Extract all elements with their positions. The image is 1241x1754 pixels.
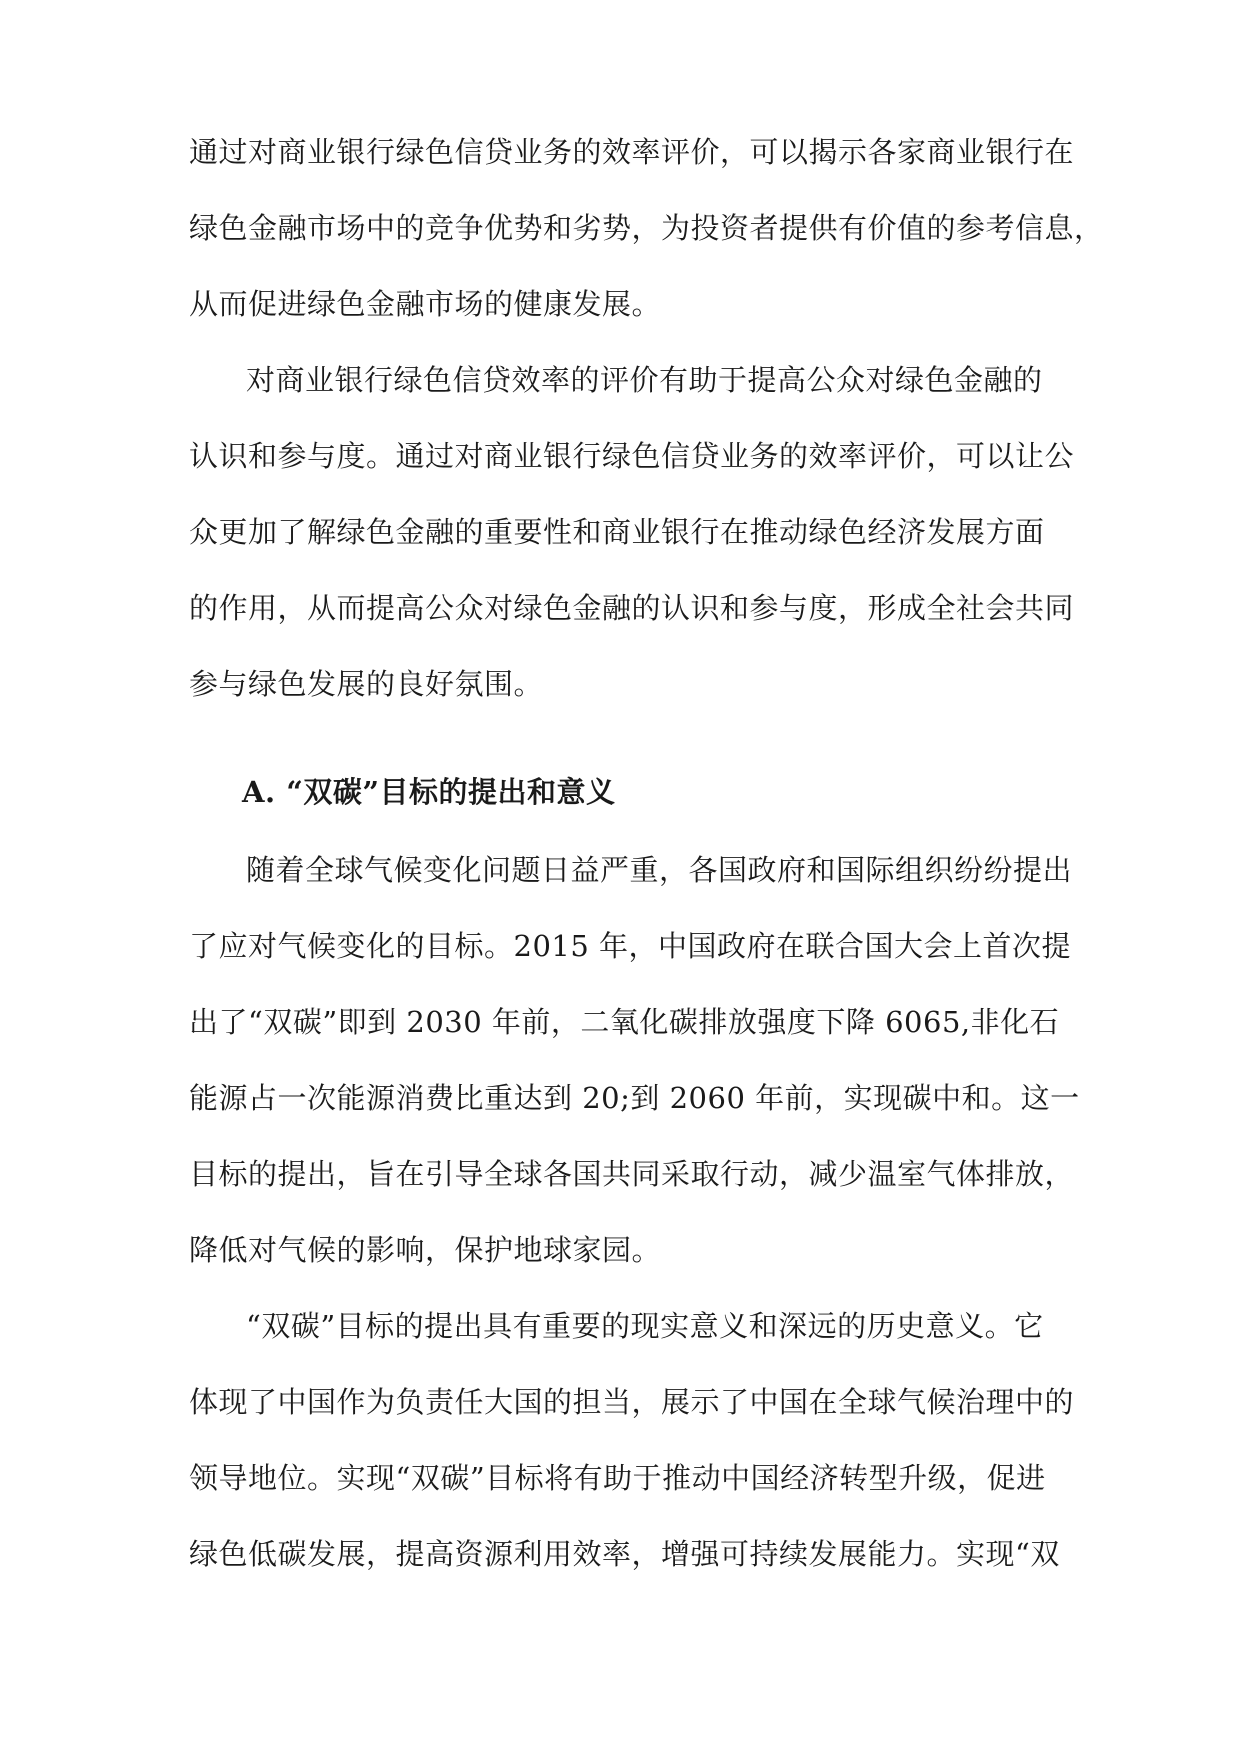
paragraph-2-line-2: 认识和参与度。通过对商业银行绿色信贷业务的效率评价，可以让公 bbox=[189, 439, 1075, 473]
paragraph-2-line-1: 对商业银行绿色信贷效率的评价有助于提高公众对绿色金融的 bbox=[246, 363, 1043, 397]
paragraph-1-line-3: 从而促进绿色金融市场的健康发展。 bbox=[189, 287, 662, 321]
paragraph-4-line-3: 领导地位。实现“双碳”目标将有助于推动中国经济转型升级，促进 bbox=[189, 1461, 1046, 1495]
paragraph-1-line-2: 绿色金融市场中的竞争优势和劣势，为投资者提供有价值的参考信息， bbox=[189, 211, 1104, 245]
paragraph-2-line-3: 众更加了解绿色金融的重要性和商业银行在推动绿色经济发展方面 bbox=[189, 515, 1045, 549]
paragraph-1-line-1: 通过对商业银行绿色信贷业务的效率评价，可以揭示各家商业银行在 bbox=[189, 135, 1075, 169]
paragraph-3-line-5: 目标的提出，旨在引导全球各国共同采取行动，减少温室气体排放， bbox=[189, 1157, 1075, 1191]
paragraph-3-line-2: 了应对气候变化的目标。2015 年，中国政府在联合国大会上首次提 bbox=[189, 929, 1072, 963]
paragraph-3-line-6: 降低对气候的影响，保护地球家园。 bbox=[189, 1233, 662, 1267]
paragraph-4-line-4: 绿色低碳发展，提高资源利用效率，增强可持续发展能力。实现“双 bbox=[189, 1537, 1060, 1571]
paragraph-2-line-4: 的作用，从而提高公众对绿色金融的认识和参与度，形成全社会共同 bbox=[189, 591, 1075, 625]
paragraph-3-line-1: 随着全球气候变化问题日益严重，各国政府和国际组织纷纷提出 bbox=[246, 853, 1073, 887]
section-heading: A. “双碳”目标的提出和意义 bbox=[242, 775, 616, 809]
paragraph-4-line-2: 体现了中国作为负责任大国的担当，展示了中国在全球气候治理中的 bbox=[189, 1385, 1075, 1419]
paragraph-3-line-3: 出了“双碳”即到 2030 年前，二氧化碳排放强度下降 6065,非化石 bbox=[189, 1005, 1060, 1039]
paragraph-4-line-1: “双碳”目标的提出具有重要的现实意义和深远的历史意义。它 bbox=[246, 1309, 1044, 1343]
paragraph-2-line-5: 参与绿色发展的良好氛围。 bbox=[189, 667, 544, 701]
paragraph-3-line-4: 能源占一次能源消费比重达到 20;到 2060 年前，实现碳中和。这一 bbox=[189, 1081, 1080, 1115]
